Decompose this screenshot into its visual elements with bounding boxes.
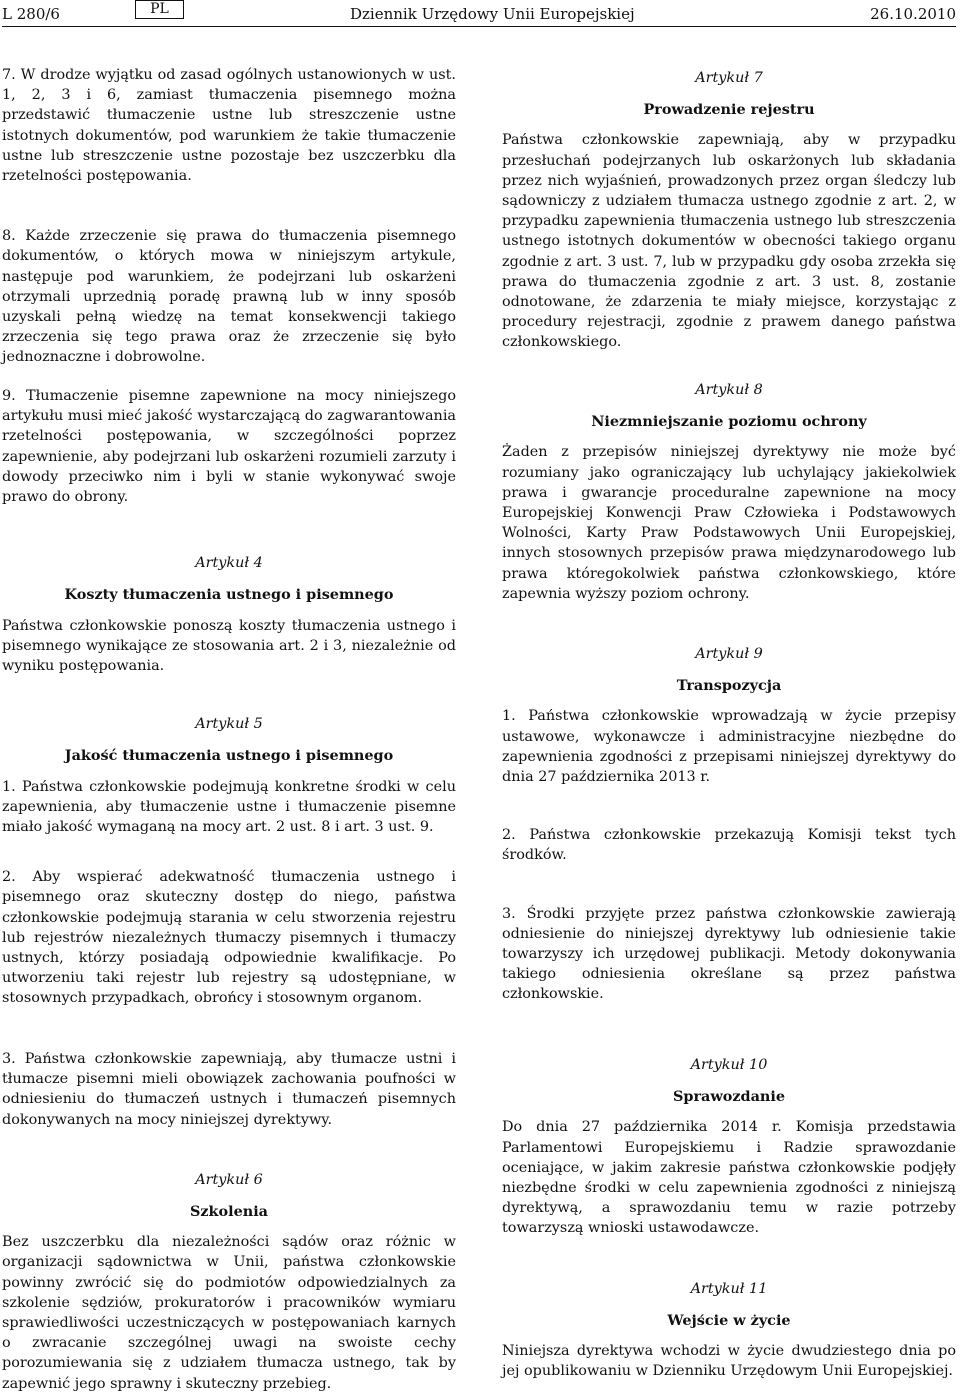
article-7-text: Państwa członkowskie zapewniają, aby w przypadku przesłuchań podejrzanych lub oskarżonych lub składania przez nich wyjaśnień, prowadzonych przez organ śledczy lub sądowniczy z udziałem tłumacza ustnego zgodnie z art. 2, w przypadku zapewnienia tłumaczenia ustnego lub streszczenia ustnego istotnych dokumentów w obecności takiego organu zgodnie z art. 3 ust. 7, lub w przypadku gdy osoba zrzekła się prawa do tłumaczenia zgodnie z art. 3 ust. 8, zostanie odnotowane, że zdarzenia te miały miejsce, korzystając z procedury rejestracji, zgodnie z prawem danego państwa członkowskiego. — [502, 132, 956, 351]
article-10-title: Sprawozdanie — [673, 1088, 785, 1106]
article-7-title: Prowadzenie rejestru — [643, 101, 815, 119]
article-8-text: Żaden z przepisów niniejszej dyrektywy nie może być rozumiany jako ograniczający lub uchylający jakiekolwiek prawa i gwarancje proceduralne zapewnione na mocy Europejskiej Konwencji Praw Człowieka i Podstawowych Wolności, Karty Praw Podstawowych Unii Europejskiej, innych stosownych przepisów prawa międzynarodowego lub prawa któregokolwiek państwa członkowskiego, które zapewnia wyższy poziom ochrony. — [502, 444, 956, 602]
article-6-number: Artykuł 6 — [195, 1171, 263, 1188]
article-9-paragraph-2: 2. Państwa członkowskie przekazują Komisji tekst tych środków. — [502, 827, 956, 864]
article-10-text: Do dnia 27 października 2014 r. Komisja przedstawia Parlamentowi Europejskiemu i Radzie sprawozdanie oceniające, w jakim zakresie państwa członkowskie podjęły niezbędne środki w celu zapewnienia zgodności z niniejszą dyrektywą, a sprawozdaniu temu w razie potrzeby towarzyszą wnioski ustawodawcze. — [502, 1119, 956, 1237]
language-badge: PL — [135, 0, 184, 19]
article-6-text: Bez uszczerbku dla niezależności sądów oraz różnic w organizacji sądownictwa w Unii, państwa członkowskie powinny zwrócić się do podmiotów odpowiedzialnych za szkolenie sędziów, prokuratorów i pracowników wymiaru sprawiedliwości uczestniczących w postępowaniach karnych o zwracanie szczególnej uwagi na swoiste cechy porozumiewania się z udziałem tłumacza ustnego, tak by zapewnić jego sprawny i skuteczny przebieg. — [2, 1234, 456, 1392]
page-header — [2, 0, 956, 26]
article-9-paragraph-1: 1. Państwa członkowskie wprowadzają w życie przepisy ustawowe, wykonawcze i administracyjne niezbędne do zapewnienia zgodności z przepisami niniejszej dyrektywy do dnia 27 października 2013 r. — [502, 708, 956, 786]
article-4-text: Państwa członkowskie ponoszą koszty tłumaczenia ustnego i pisemnego wynikające ze stosowania art. 2 i 3, niezależnie od wyniku postępowania. — [2, 617, 456, 675]
article-9-title: Transpozycja — [676, 677, 782, 695]
paragraph-9: 9. Tłumaczenie pisemne zapewnione na mocy niniejszego artykułu musi mieć jakość wystarczającą do zagwarantowania rzetelności postępowania, w szczególności poprzez zapewnienie, aby podejrzani lub oskarżeni rozumieli zarzuty i dowody przeciwko nim i byli w stanie wykonywać swoje prawo do obrony. — [2, 388, 456, 506]
article-5-paragraph-3: 3. Państwa członkowskie zapewniają, aby tłumacze ustni i tłumacze pisemni mieli obowiązek zachowania poufności w odniesieniu do tłumaczeń ustnych i tłumaczeń pisemnych dokonywanych na mocy niniejszej dyrektywy. — [2, 1051, 456, 1128]
article-9-paragraph-3: 3. Środki przyjęte przez państwa członkowskie zawierają odniesienie do niniejszej dyrektywy lub odniesienie takie towarzyszy ich urzędowej publikacji. Metody dokonywania takiego odniesienia określane są przez państwa członkowskie. — [502, 905, 956, 1003]
block3-left-column — [2, 1049, 456, 1394]
article-9-number: Artykuł 9 — [695, 646, 763, 663]
journal-title: Dziennik Urzędowy Unii Europejskiej — [350, 5, 635, 23]
article-6-title: Szkolenia — [189, 1203, 268, 1221]
paragraph-7: 7. W drodze wyjątku od zasad ogólnych ustanowionych w ust. 1, 2, 3 i 6, zamiast tłumaczenia pisemnego można przedstawić tłumaczenie ustne lub streszczenie ustne istotnych dokumentów, pod warunkiem że takie tłumaczenie ustne lub streszczenie ustne pozostaje bez uszczerbku dla rzetelności postępowania. — [2, 67, 456, 185]
article-5-paragraph-2: 2. Aby wspierać adekwatność tłumaczenia ustnego i pisemnego oraz skuteczny dostęp do niego, państwa członkowskie podejmują starania w celu stworzenia rejestru lub rejestrów niezależnych tłumaczy pisemnych i tłumaczy ustnych, którzy posiadają odpowiednie kwalifikacje. Po utworzeniu taki rejestr lub rejestry są udostępniane, w stosownych przypadkach, obrońcy i stosownym organom. — [2, 869, 456, 1007]
block1-left-column — [2, 65, 456, 368]
article-8-title: Niezmniejszanie poziomu ochrony — [591, 413, 867, 431]
article-7-number: Artykuł 7 — [695, 70, 763, 86]
block2-right-column — [502, 380, 956, 1005]
article-11-text: Niniejsza dyrektywa wchodzi w życie dwudziestego dnia po jej opublikowaniu w Dzienniku Urzędowym Unii Europejskiej. — [502, 1343, 956, 1380]
article-4-number: Artykuł 4 — [195, 555, 263, 572]
article-8-number: Artykuł 8 — [695, 382, 763, 398]
header-rule — [2, 26, 956, 27]
article-11-title: Wejście w życie — [667, 1311, 791, 1329]
page-number: L 280/6 — [2, 5, 60, 23]
block3-right-column — [502, 1055, 956, 1381]
article-4-title: Koszty tłumaczenia ustnego i pisemnego — [64, 586, 394, 604]
article-10-number: Artykuł 10 — [690, 1057, 768, 1073]
article-5-paragraph-1: 1. Państwa członkowskie podejmują konkretne środki w celu zapewnienia, aby tłumaczenie ustne i tłumaczenie pisemne miało jakość wymaganą na mocy art. 2 ust. 8 i art. 3 ust. 9. — [2, 778, 456, 836]
block1-right-column — [502, 68, 956, 353]
block2-left-column — [2, 386, 456, 1009]
article-5-title: Jakość tłumaczenia ustnego i pisemnego — [64, 747, 394, 765]
paragraph-8: 8. Każde zrzeczenie się prawa do tłumaczenia pisemnego dokumentów, o których mowa w niniejszym artykule, następuje pod warunkiem, że podejrzani lub oskarżeni otrzymali uprzednią poradę prawną lub w inny sposób uzyskali pełną wiedzę na temat konsekwencji takiego zrzeczenia się tego prawa oraz że zrzeczenie się było jednoznaczne i dobrowolne. — [2, 228, 456, 366]
article-5-number: Artykuł 5 — [195, 716, 263, 733]
publication-date: 26.10.2010 — [870, 5, 956, 23]
article-11-number: Artykuł 11 — [690, 1280, 768, 1297]
